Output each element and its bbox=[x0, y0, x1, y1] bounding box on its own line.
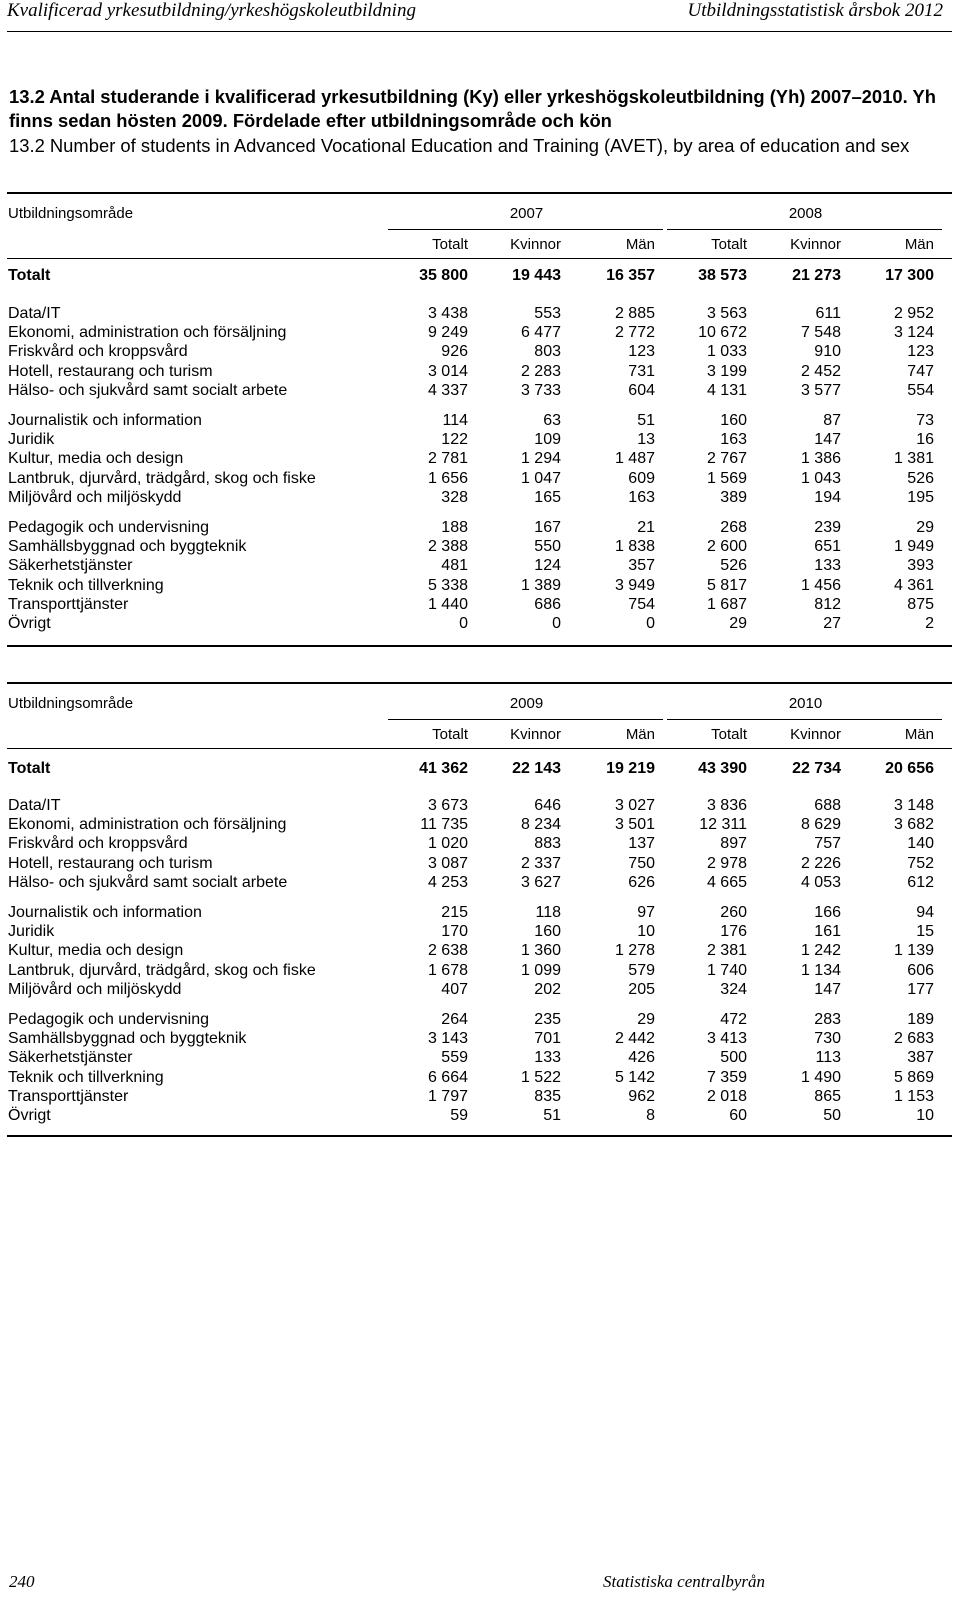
row-label: Friskvård och kroppsvård bbox=[8, 343, 188, 361]
total-cell: 19 443 bbox=[512, 267, 561, 284]
table-cell: 165 bbox=[534, 488, 561, 506]
row-label: Kultur, media och design bbox=[8, 450, 184, 468]
table-cell: 3 733 bbox=[520, 381, 561, 399]
table-cell: 63 bbox=[543, 412, 561, 429]
row-label: Samhällsbyggnad och byggteknik bbox=[8, 538, 247, 556]
table-cell: 161 bbox=[814, 923, 841, 941]
table-cell: 897 bbox=[720, 835, 747, 853]
row-label: Pedagogik och undervisning bbox=[8, 519, 210, 536]
table-cell: 0 bbox=[459, 615, 468, 632]
table-cell: 1 153 bbox=[893, 1087, 934, 1105]
table-cell: 114 bbox=[442, 412, 468, 429]
table-cell: 754 bbox=[628, 595, 655, 613]
table-cell: 865 bbox=[814, 1087, 841, 1105]
table-cell: 283 bbox=[814, 1011, 841, 1028]
table-cell: 1 360 bbox=[520, 942, 561, 960]
row-label: Ekonomi, administration och försäljning bbox=[8, 816, 287, 834]
table-top-rule bbox=[7, 192, 952, 194]
table-cell: 357 bbox=[628, 557, 655, 575]
row-label: Transporttjänster bbox=[8, 1087, 129, 1105]
year-rule bbox=[388, 229, 663, 230]
table-cell: 160 bbox=[534, 923, 561, 941]
table-cell: 87 bbox=[823, 412, 841, 429]
table-cell: 8 629 bbox=[800, 816, 841, 834]
table-cell: 526 bbox=[907, 469, 934, 487]
table-cell: 686 bbox=[534, 595, 561, 613]
table-cell: 3 027 bbox=[614, 797, 655, 814]
table-cell: 324 bbox=[720, 980, 747, 998]
table-cell: 3 682 bbox=[893, 816, 934, 834]
column-header: Kvinnor bbox=[510, 236, 561, 253]
table-cell: 646 bbox=[534, 797, 561, 814]
row-label: Hälso- och sjukvård samt socialt arbete bbox=[8, 381, 288, 399]
table-cell: 3 148 bbox=[893, 797, 934, 814]
table-cell: 5 338 bbox=[427, 576, 468, 594]
table-cell: 526 bbox=[720, 557, 747, 575]
table-cell: 177 bbox=[907, 980, 934, 998]
table-cell: 3 577 bbox=[800, 381, 841, 399]
table-cell: 2 767 bbox=[706, 450, 747, 468]
table-cell: 264 bbox=[441, 1011, 468, 1028]
table-cell: 3 501 bbox=[614, 816, 655, 834]
column-header: Totalt bbox=[711, 236, 747, 253]
total-cell: 22 143 bbox=[512, 760, 561, 777]
table-cell: 163 bbox=[628, 488, 655, 506]
header-left: Kvalificerad yrkesutbildning/yrkeshögskoleutbildning bbox=[7, 0, 416, 21]
table-cell: 1 134 bbox=[800, 961, 841, 979]
row-label: Samhällsbyggnad och byggteknik bbox=[8, 1030, 247, 1048]
table-cell: 2 781 bbox=[427, 450, 468, 468]
year-rule bbox=[667, 229, 942, 230]
table-cell: 1 043 bbox=[800, 469, 841, 487]
table-cell: 215 bbox=[441, 904, 468, 921]
table-cell: 1 099 bbox=[520, 961, 561, 979]
table-cell: 8 bbox=[646, 1107, 655, 1124]
total-cell: 20 656 bbox=[885, 760, 934, 777]
row-label: Säkerhetstjänster bbox=[8, 1049, 133, 1067]
row-label: Teknik och tillverkning bbox=[8, 576, 164, 594]
table-cell: 407 bbox=[441, 980, 468, 998]
table-cell: 1 656 bbox=[427, 469, 468, 487]
table-cell: 387 bbox=[907, 1049, 934, 1067]
table-cell: 651 bbox=[814, 538, 841, 556]
table-cell: 2 337 bbox=[520, 854, 561, 872]
row-label: Friskvård och kroppsvård bbox=[8, 835, 188, 853]
total-cell: 17 300 bbox=[885, 267, 934, 284]
table-cell: 2 978 bbox=[706, 854, 747, 872]
table-cell: 604 bbox=[628, 381, 655, 399]
table-cell: 4 053 bbox=[800, 873, 841, 891]
header-right: Utbildningsstatistisk årsbok 2012 bbox=[687, 0, 943, 21]
table-cell: 2 283 bbox=[520, 362, 561, 380]
table-cell: 97 bbox=[637, 904, 655, 921]
table-cell: 2 452 bbox=[800, 362, 841, 380]
table-cell: 559 bbox=[441, 1049, 468, 1067]
table-cell: 94 bbox=[916, 904, 934, 921]
table-cell: 883 bbox=[534, 835, 561, 853]
table-cell: 393 bbox=[907, 557, 934, 575]
table-cell: 757 bbox=[814, 835, 841, 853]
table-top-rule bbox=[7, 682, 952, 684]
total-cell: 21 273 bbox=[792, 267, 841, 284]
table-cell: 260 bbox=[720, 904, 747, 921]
row-label: Hotell, restaurang och turism bbox=[8, 362, 213, 380]
table-cell: 27 bbox=[823, 615, 841, 632]
table-cell: 875 bbox=[907, 595, 934, 613]
table-cell: 747 bbox=[907, 362, 934, 380]
table-cell: 166 bbox=[814, 904, 841, 921]
table-cell: 4 131 bbox=[706, 381, 747, 399]
table-cell: 611 bbox=[815, 305, 841, 322]
table-cell: 3 413 bbox=[706, 1030, 747, 1048]
table-cell: 147 bbox=[814, 431, 841, 449]
table-cell: 3 673 bbox=[427, 797, 468, 814]
total-row-label: Totalt bbox=[8, 760, 51, 777]
column-header: Kvinnor bbox=[790, 726, 841, 743]
table-cell: 9 249 bbox=[427, 324, 468, 342]
table-cell: 1 569 bbox=[706, 469, 747, 487]
row-label: Miljövård och miljöskydd bbox=[8, 980, 182, 998]
table-cell: 7 548 bbox=[800, 324, 841, 342]
table-cell: 1 294 bbox=[520, 450, 561, 468]
column-header: Totalt bbox=[432, 726, 468, 743]
column-header: Totalt bbox=[711, 726, 747, 743]
table-cell: 235 bbox=[534, 1011, 561, 1028]
table-cell: 1 139 bbox=[893, 942, 934, 960]
table-cell: 835 bbox=[534, 1087, 561, 1105]
area-column-header: Utbildningsområde bbox=[8, 695, 134, 712]
table-cell: 2 bbox=[925, 615, 934, 632]
publisher-name: Statistiska centralbyrån bbox=[603, 1572, 765, 1591]
table-cell: 812 bbox=[814, 595, 841, 613]
table-cell: 2 442 bbox=[614, 1030, 655, 1048]
table-cell: 4 337 bbox=[427, 381, 468, 399]
table-cell: 5 869 bbox=[893, 1068, 934, 1086]
table-cell: 626 bbox=[628, 873, 655, 891]
table-cell: 1 456 bbox=[800, 576, 841, 594]
table-cell: 2 683 bbox=[893, 1030, 934, 1048]
table-cell: 3 199 bbox=[706, 362, 747, 380]
header-rule bbox=[7, 31, 952, 32]
table-cell: 123 bbox=[907, 343, 934, 361]
table-cell: 140 bbox=[907, 835, 934, 853]
row-label: Lantbruk, djurvård, trädgård, skog och fiske bbox=[8, 469, 316, 487]
table-cell: 160 bbox=[720, 412, 747, 429]
year-header: 2010 bbox=[788, 695, 823, 712]
row-label: Lantbruk, djurvård, trädgård, skog och fiske bbox=[8, 961, 316, 979]
table-cell: 1 797 bbox=[427, 1087, 468, 1105]
table-cell: 113 bbox=[815, 1049, 841, 1067]
table-cell: 118 bbox=[535, 904, 561, 921]
table-cell: 13 bbox=[637, 431, 655, 449]
table-cell: 1 949 bbox=[893, 538, 934, 556]
table-cell: 202 bbox=[534, 980, 561, 998]
row-label: Juridik bbox=[8, 923, 55, 941]
table-cell: 189 bbox=[907, 1011, 934, 1028]
table-cell: 553 bbox=[534, 305, 561, 322]
table-cell: 472 bbox=[720, 1011, 747, 1028]
table-cell: 1 687 bbox=[706, 595, 747, 613]
year-header: 2008 bbox=[788, 205, 823, 222]
table-cell: 1 381 bbox=[893, 450, 934, 468]
table-cell: 1 838 bbox=[614, 538, 655, 556]
year-rule bbox=[388, 719, 663, 720]
table-cell: 1 740 bbox=[706, 961, 747, 979]
table-cell: 606 bbox=[907, 961, 934, 979]
table-cell: 5 142 bbox=[614, 1068, 655, 1086]
header-bottom-rule bbox=[7, 748, 952, 749]
table-cell: 6 477 bbox=[520, 324, 561, 342]
row-label: Övrigt bbox=[8, 1107, 51, 1124]
area-column-header: Utbildningsområde bbox=[8, 205, 134, 222]
table-cell: 176 bbox=[720, 923, 747, 941]
column-header: Män bbox=[904, 726, 934, 743]
table-cell: 328 bbox=[441, 488, 468, 506]
table-bottom-rule bbox=[7, 645, 952, 647]
table-cell: 2 018 bbox=[706, 1087, 747, 1105]
row-label: Journalistik och information bbox=[8, 412, 202, 429]
table-cell: 1 490 bbox=[800, 1068, 841, 1086]
table-cell: 10 672 bbox=[698, 324, 747, 342]
table-cell: 1 020 bbox=[427, 835, 468, 853]
header-bottom-rule bbox=[7, 258, 952, 259]
column-header: Kvinnor bbox=[510, 726, 561, 743]
table-cell: 609 bbox=[628, 469, 655, 487]
total-cell: 22 734 bbox=[792, 760, 841, 777]
table-cell: 133 bbox=[814, 557, 841, 575]
total-cell: 43 390 bbox=[698, 760, 747, 777]
table-cell: 10 bbox=[637, 923, 655, 941]
table-cell: 29 bbox=[637, 1011, 655, 1028]
table-cell: 109 bbox=[534, 431, 561, 449]
table-cell: 730 bbox=[814, 1030, 841, 1048]
table-cell: 3 014 bbox=[427, 362, 468, 380]
total-cell: 41 362 bbox=[419, 760, 468, 777]
table-cell: 2 772 bbox=[614, 324, 655, 342]
table-cell: 51 bbox=[637, 412, 655, 429]
table-cell: 500 bbox=[720, 1049, 747, 1067]
table-cell: 3 836 bbox=[706, 797, 747, 814]
row-label: Ekonomi, administration och försäljning bbox=[8, 324, 287, 342]
table-cell: 11 735 bbox=[420, 816, 468, 834]
total-cell: 19 219 bbox=[606, 760, 655, 777]
table-cell: 426 bbox=[628, 1049, 655, 1067]
table-cell: 910 bbox=[814, 343, 841, 361]
column-header: Totalt bbox=[432, 236, 468, 253]
table-cell: 2 952 bbox=[893, 305, 934, 322]
table-cell: 239 bbox=[814, 519, 841, 536]
table-cell: 389 bbox=[720, 488, 747, 506]
table-cell: 803 bbox=[534, 343, 561, 361]
table-cell: 195 bbox=[907, 488, 934, 506]
table-cell: 1 278 bbox=[614, 942, 655, 960]
table-cell: 29 bbox=[729, 615, 747, 632]
table-cell: 2 600 bbox=[706, 538, 747, 556]
table-cell: 701 bbox=[534, 1030, 561, 1048]
table-cell: 3 087 bbox=[427, 854, 468, 872]
table-cell: 16 bbox=[916, 431, 934, 449]
table-cell: 1 487 bbox=[614, 450, 655, 468]
table-cell: 688 bbox=[814, 797, 841, 814]
table-cell: 50 bbox=[823, 1107, 841, 1124]
table-cell: 1 033 bbox=[706, 343, 747, 361]
table-cell: 60 bbox=[729, 1107, 747, 1124]
table-cell: 550 bbox=[534, 538, 561, 556]
row-label: Kultur, media och design bbox=[8, 942, 184, 960]
row-label: Transporttjänster bbox=[8, 595, 129, 613]
table-cell: 2 388 bbox=[427, 538, 468, 556]
table-cell: 1 047 bbox=[520, 469, 561, 487]
table-cell: 3 949 bbox=[614, 576, 655, 594]
table-cell: 4 361 bbox=[893, 576, 934, 594]
table-cell: 59 bbox=[450, 1107, 468, 1124]
table-cell: 6 664 bbox=[427, 1068, 468, 1086]
row-label: Juridik bbox=[8, 431, 55, 449]
column-header: Män bbox=[625, 236, 655, 253]
table-cell: 8 234 bbox=[520, 816, 561, 834]
total-row-label: Totalt bbox=[8, 267, 51, 284]
table-cell: 1 242 bbox=[800, 942, 841, 960]
table-cell: 612 bbox=[907, 873, 934, 891]
table-cell: 731 bbox=[628, 362, 655, 380]
row-label: Miljövård och miljöskydd bbox=[8, 488, 182, 506]
column-header: Män bbox=[625, 726, 655, 743]
table-cell: 0 bbox=[646, 615, 655, 632]
table-cell: 2 638 bbox=[427, 942, 468, 960]
row-label: Journalistik och information bbox=[8, 904, 202, 921]
table-cell: 5 817 bbox=[706, 576, 747, 594]
table-cell: 2 885 bbox=[614, 305, 655, 322]
table-cell: 3 627 bbox=[520, 873, 561, 891]
table-cell: 3 124 bbox=[893, 324, 934, 342]
table-cell: 163 bbox=[720, 431, 747, 449]
year-rule bbox=[667, 719, 942, 720]
table-cell: 4 665 bbox=[706, 873, 747, 891]
table-cell: 12 311 bbox=[699, 816, 747, 834]
table-cell: 0 bbox=[552, 615, 561, 632]
total-cell: 16 357 bbox=[606, 267, 655, 284]
total-cell: 38 573 bbox=[698, 267, 747, 284]
table-cell: 167 bbox=[534, 519, 561, 536]
table-cell: 1 522 bbox=[520, 1068, 561, 1086]
row-label: Data/IT bbox=[8, 305, 61, 322]
table-cell: 7 359 bbox=[706, 1068, 747, 1086]
table-cell: 123 bbox=[628, 343, 655, 361]
row-label: Teknik och tillverkning bbox=[8, 1068, 164, 1086]
table-cell: 73 bbox=[916, 412, 934, 429]
row-label: Övrigt bbox=[8, 615, 51, 632]
table-cell: 3 563 bbox=[706, 305, 747, 322]
row-label: Hälso- och sjukvård samt socialt arbete bbox=[8, 873, 288, 891]
table-cell: 124 bbox=[534, 557, 561, 575]
row-label: Hotell, restaurang och turism bbox=[8, 854, 213, 872]
table-cell: 579 bbox=[628, 961, 655, 979]
table-cell: 170 bbox=[441, 923, 468, 941]
table-cell: 15 bbox=[916, 923, 934, 941]
table-cell: 10 bbox=[916, 1107, 934, 1124]
table-cell: 2 381 bbox=[706, 942, 747, 960]
table-cell: 3 438 bbox=[427, 305, 468, 322]
table-cell: 1 678 bbox=[427, 961, 468, 979]
table-cell: 3 143 bbox=[427, 1030, 468, 1048]
table-cell: 137 bbox=[628, 835, 655, 853]
table-cell: 2 226 bbox=[800, 854, 841, 872]
table-cell: 554 bbox=[907, 381, 934, 399]
table-cell: 188 bbox=[441, 519, 468, 536]
table-bottom-rule bbox=[7, 1135, 952, 1137]
row-label: Data/IT bbox=[8, 797, 61, 814]
table-cell: 133 bbox=[534, 1049, 561, 1067]
table-cell: 1 440 bbox=[427, 595, 468, 613]
table-cell: 750 bbox=[628, 854, 655, 872]
column-header: Kvinnor bbox=[790, 236, 841, 253]
table-title-swedish: 13.2 Antal studerande i kvalificerad yrkesutbildning (Ky) eller yrkeshögskoleutbildning (Yh) 2007–2010. Yh finns sedan hösten 2009. Fördelade efter utbildningsområde och kön bbox=[9, 86, 936, 131]
table-cell: 29 bbox=[916, 519, 934, 536]
table-cell: 205 bbox=[628, 980, 655, 998]
row-label: Pedagogik och undervisning bbox=[8, 1011, 210, 1028]
table-cell: 752 bbox=[907, 854, 934, 872]
table-cell: 1 389 bbox=[520, 576, 561, 594]
page-number: 240 bbox=[9, 1572, 35, 1591]
total-cell: 35 800 bbox=[419, 267, 468, 284]
running-header bbox=[7, 0, 953, 30]
table-cell: 21 bbox=[637, 519, 655, 536]
table-title-english: 13.2 Number of students in Advanced Vocational Education and Training (AVET), by area of education and sex bbox=[9, 135, 910, 156]
table-cell: 926 bbox=[441, 343, 468, 361]
column-header: Män bbox=[904, 236, 934, 253]
table-cell: 268 bbox=[720, 519, 747, 536]
year-header: 2009 bbox=[509, 695, 544, 712]
table-cell: 962 bbox=[628, 1087, 655, 1105]
table-cell: 194 bbox=[814, 488, 841, 506]
table-cell: 481 bbox=[441, 557, 468, 575]
table-cell: 122 bbox=[441, 431, 468, 449]
table-cell: 1 386 bbox=[800, 450, 841, 468]
table-cell: 4 253 bbox=[427, 873, 468, 891]
row-label: Säkerhetstjänster bbox=[8, 557, 133, 575]
table-cell: 147 bbox=[814, 980, 841, 998]
table-cell: 51 bbox=[543, 1107, 561, 1124]
year-header: 2007 bbox=[509, 205, 544, 222]
